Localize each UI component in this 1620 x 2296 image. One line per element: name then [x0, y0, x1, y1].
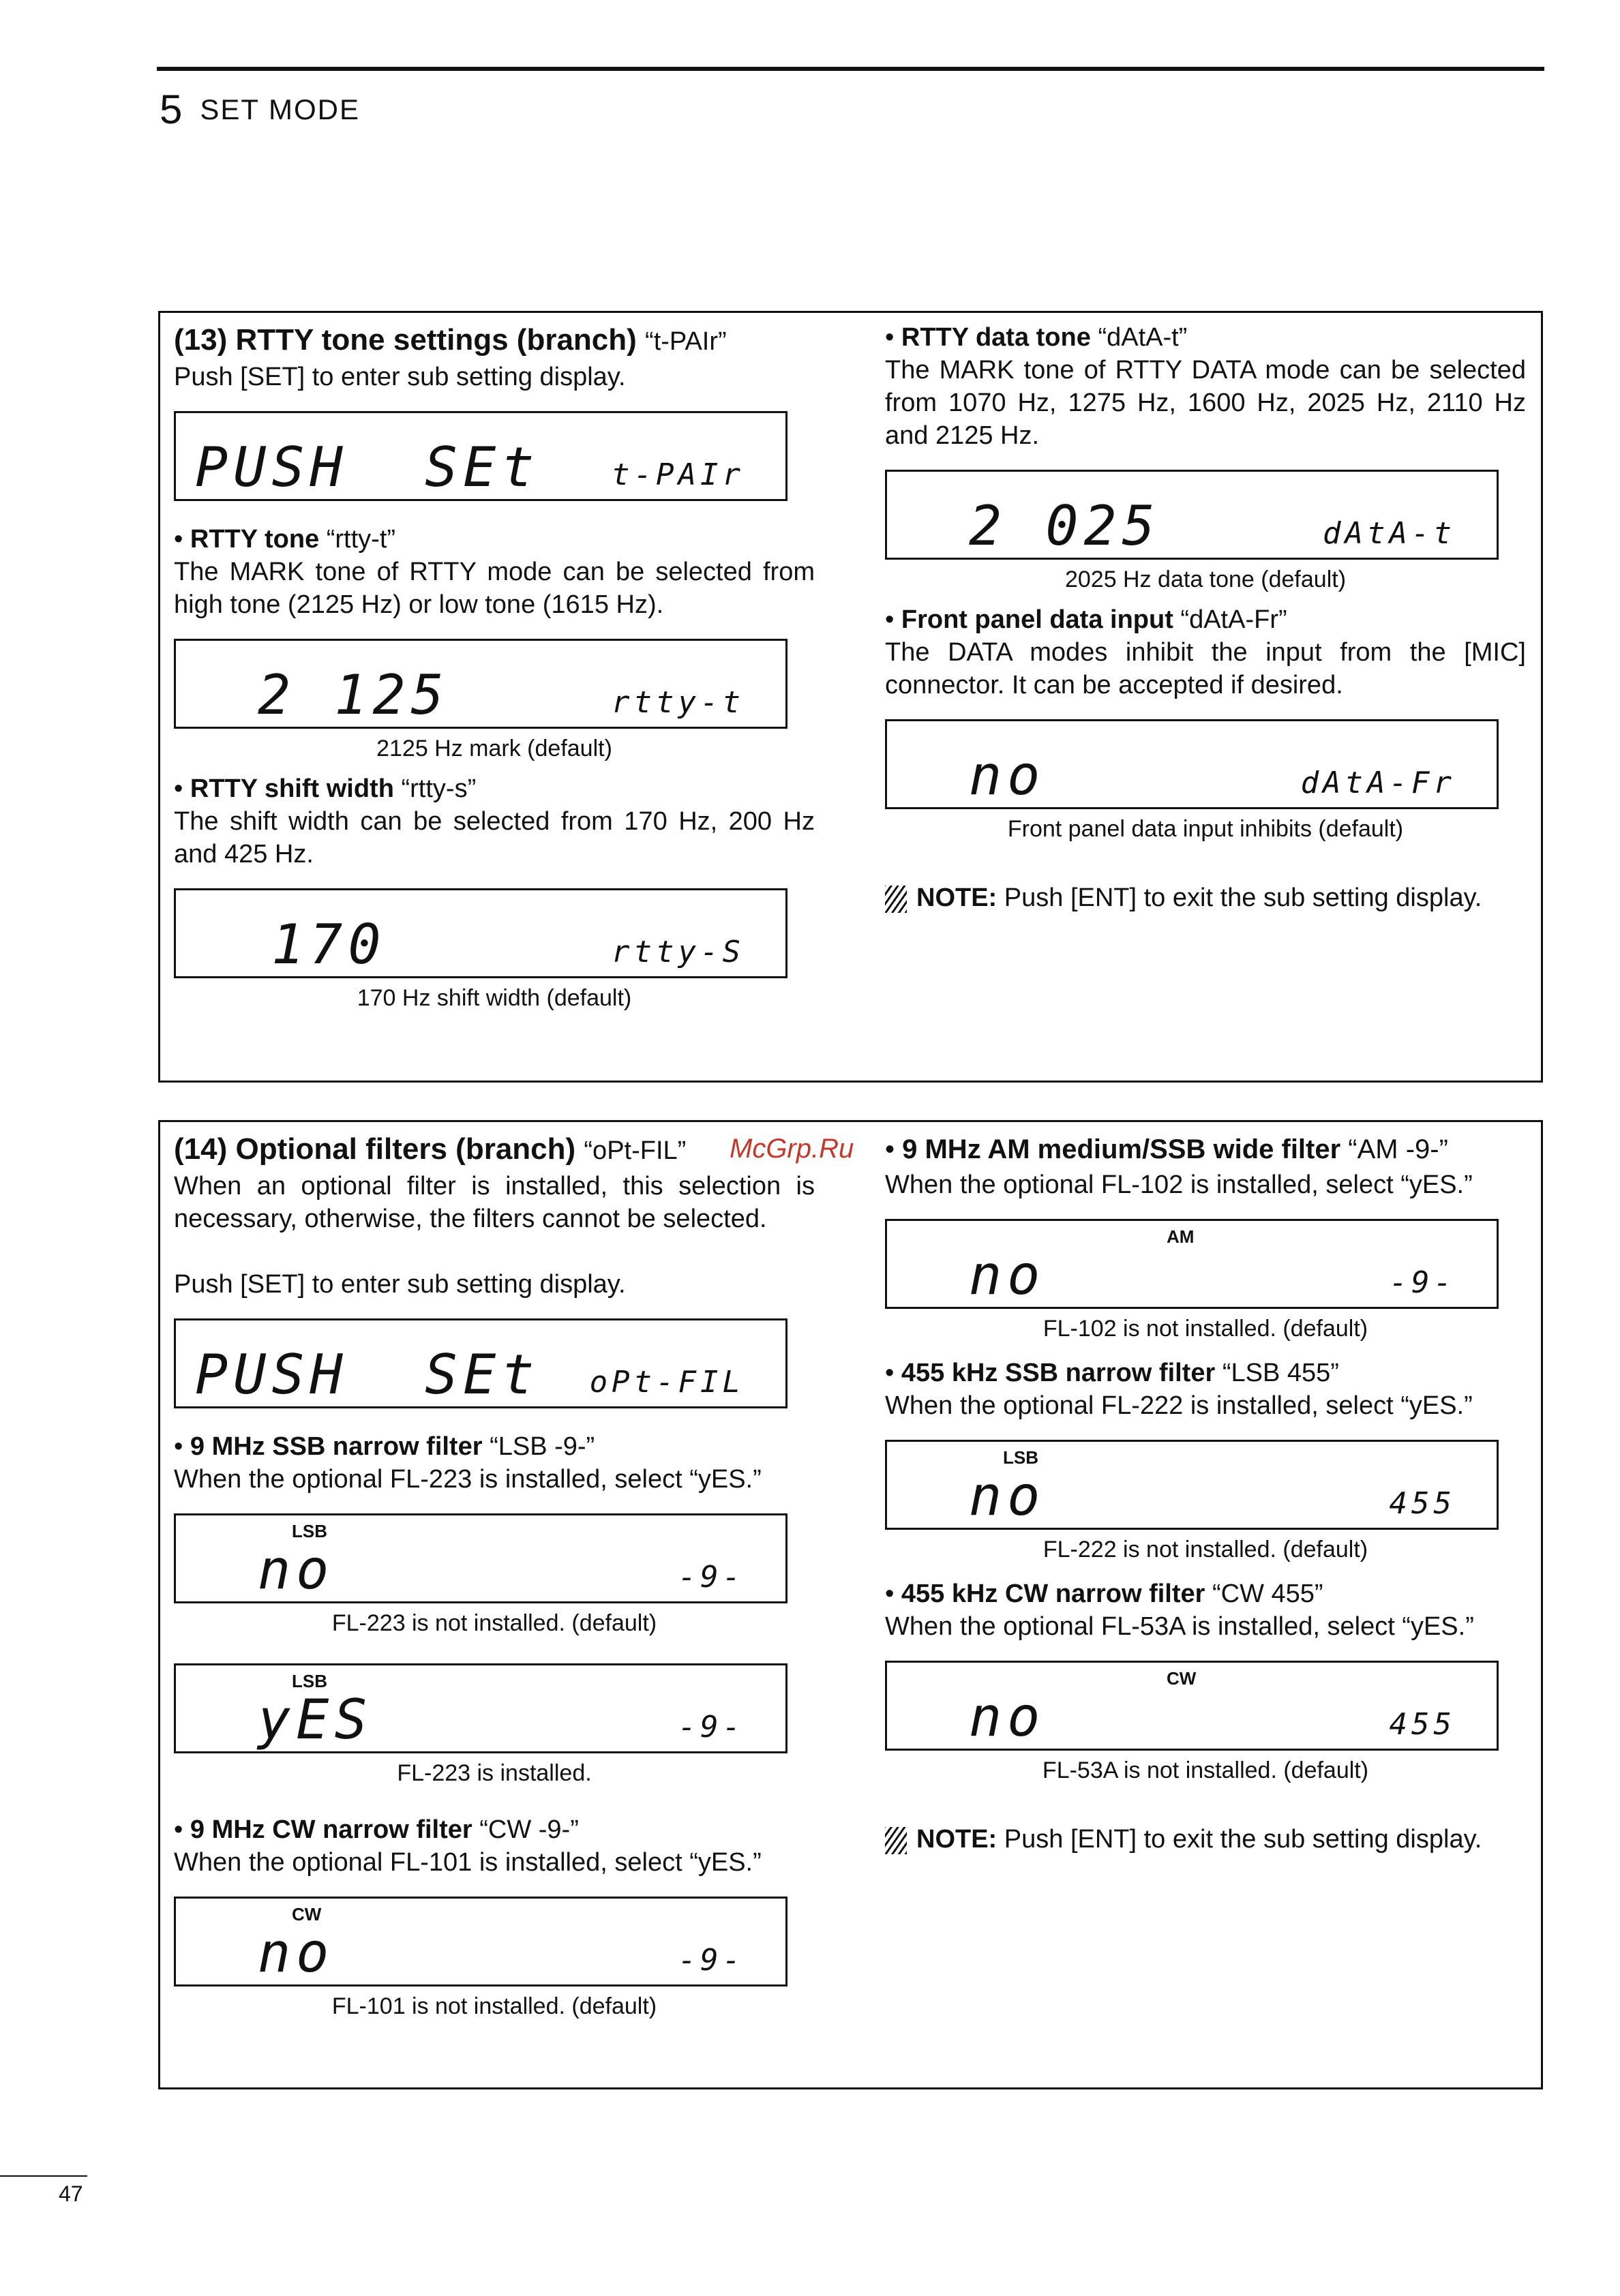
lcd-caption: FL-53A is not installed. (default)	[1042, 1757, 1369, 1783]
bullet-text: When the optional FL-222 is installed, select “yES.”	[885, 1391, 1473, 1420]
intro-text-2: Push [SET] to enter sub setting display.	[174, 1270, 626, 1299]
page-number: 47	[59, 2181, 83, 2206]
bullet-text: The shift width can be selected from 170 Hz, 200 Hz and 425 Hz.	[174, 807, 815, 868]
left-column	[174, 1122, 815, 2021]
bullet-title: 9 MHz AM medium/SSB wide filter	[902, 1134, 1341, 1164]
chapter-number: 5	[160, 87, 183, 132]
section-title	[174, 321, 815, 361]
lcd-main-readout: 170	[271, 913, 387, 976]
lcd-main-readout: no	[969, 1464, 1046, 1528]
intro-text: When an optional filter is installed, this selection is necessary, otherwise, the filters cannot be selected.	[174, 1172, 815, 1233]
bullet-heading: • 455 kHz SSB narrow filter “LSB 455”	[885, 1359, 1339, 1387]
note	[885, 881, 1526, 914]
bullet-title: RTTY tone	[190, 525, 320, 554]
lcd-mode-indicator: AM	[1167, 1226, 1195, 1247]
lcd-display	[885, 470, 1499, 560]
bullet-text: The MARK tone of RTTY DATA mode can be selected from 1070 Hz, 1275 Hz, 1600 Hz, 2025 Hz, 2110 Hz and 2125 Hz.	[885, 356, 1526, 450]
lcd-mode-indicator: LSB	[1003, 1447, 1038, 1468]
lcd-sub-readout: -9-	[678, 1943, 745, 1978]
bullet-code: “CW 455”	[1212, 1580, 1323, 1608]
lcd-display	[174, 1897, 787, 1987]
lcd-caption: 2125 Hz mark (default)	[376, 736, 612, 761]
bullet-text: When the optional FL-101 is installed, select “yES.”	[174, 1848, 762, 1877]
lcd-caption: FL-102 is not installed. (default)	[1042, 1316, 1368, 1342]
section-optional-filters	[158, 1120, 1543, 2089]
lcd-mode-indicator: CW	[292, 1904, 322, 1924]
bullet-text: The DATA modes inhibit the input from the [MIC] connector. It can be accepted if desired.	[885, 638, 1526, 699]
lcd-caption: FL-223 is not installed. (default)	[331, 1610, 657, 1636]
bullet-code: “LSB 455”	[1222, 1359, 1339, 1387]
bullet-title: Front panel data input	[901, 605, 1173, 634]
bullet-text: When the optional FL-53A is installed, select “yES.”	[885, 1612, 1474, 1641]
bullet-code: “rtty-t”	[326, 525, 396, 554]
lcd-display	[885, 1219, 1499, 1309]
bullet-heading: • 9 MHz CW narrow filter “CW -9-”	[174, 1815, 579, 1844]
lcd-display	[885, 1440, 1499, 1530]
note	[885, 1823, 1526, 1856]
lcd-caption: FL-223 is installed.	[397, 1760, 592, 1786]
lcd-main-readout: no	[258, 1921, 335, 1984]
bullet-text: The MARK tone of RTTY mode can be selected from high tone (2125 Hz) or low tone (1615 Hz).	[174, 558, 815, 619]
note-text: Push [ENT] to exit the sub setting display.	[1004, 1825, 1482, 1854]
bullet-code: “dAtA-Fr”	[1180, 605, 1287, 634]
lcd-sub-readout: -9-	[678, 1710, 745, 1744]
lcd-caption: 170 Hz shift width (default)	[357, 985, 632, 1011]
chapter-title: SET MODE	[200, 93, 360, 125]
section-rtty-tone-settings	[158, 311, 1543, 1083]
lcd-display	[885, 1661, 1499, 1751]
lcd-display	[174, 888, 787, 978]
bullet-heading: • 455 kHz CW narrow filter “CW 455”	[885, 1580, 1323, 1608]
chapter-header	[160, 86, 360, 133]
bullet-heading: • RTTY tone “rtty-t”	[174, 525, 396, 554]
lcd-main-readout: PUSH SEt	[195, 1343, 540, 1406]
bullet-heading: • 9 MHz SSB narrow filter “LSB -9-”	[174, 1432, 595, 1461]
lcd-display	[885, 719, 1499, 809]
lcd-mode-indicator: LSB	[292, 1521, 327, 1541]
lcd-sub-readout: -9-	[1389, 1265, 1456, 1300]
section-code: “oPt-FIL”	[584, 1136, 687, 1165]
lcd-mode-indicator: LSB	[292, 1671, 327, 1691]
lcd-sub-readout: 455	[1389, 1486, 1456, 1521]
bullet-title: RTTY data tone	[901, 323, 1091, 352]
bullet-text: When the optional FL-102 is installed, select “yES.”	[885, 1170, 1473, 1199]
lcd-display	[174, 411, 787, 501]
section-code: “t-PAIr”	[645, 327, 727, 356]
lcd-main-readout: 2 125	[258, 663, 449, 727]
section-title-text: (13) RTTY tone settings (branch)	[174, 323, 637, 357]
note-label: NOTE:	[916, 1825, 997, 1854]
lcd-main-readout: no	[969, 744, 1046, 807]
lcd-caption: FL-222 is not installed. (default)	[1042, 1537, 1368, 1562]
bullet-heading: • Front panel data input “dAtA-Fr”	[885, 605, 1287, 634]
note-label: NOTE:	[916, 883, 997, 912]
right-column	[885, 313, 1526, 914]
lcd-main-readout: no	[969, 1685, 1046, 1749]
lcd-caption: Front panel data input inhibits (default)	[1007, 816, 1404, 842]
note-text: Push [ENT] to exit the sub setting display.	[1004, 883, 1482, 912]
bullet-text: When the optional FL-223 is installed, select “yES.”	[174, 1465, 762, 1494]
lcd-sub-readout: rtty-t	[612, 685, 745, 720]
note-icon	[885, 886, 907, 913]
section-title	[174, 1130, 815, 1170]
lcd-display	[174, 1663, 787, 1753]
bullet-heading: • RTTY data tone “dAtA-t”	[885, 323, 1188, 352]
lcd-sub-readout: oPt-FIL	[589, 1365, 745, 1400]
lcd-display	[174, 1318, 787, 1408]
footer-rule	[0, 2175, 87, 2177]
lcd-sub-readout: dAtA-Fr	[1300, 766, 1456, 800]
watermark-text: McGrp.Ru	[730, 1134, 854, 1164]
header-rule	[157, 67, 1544, 71]
bullet-code: “AM -9-”	[1348, 1134, 1448, 1164]
lcd-sub-readout: rtty-S	[612, 935, 745, 969]
lcd-sub-readout: t-PAIr	[612, 457, 745, 492]
bullet-code: “CW -9-”	[479, 1815, 579, 1844]
lcd-caption: 2025 Hz data tone (default)	[1064, 567, 1347, 592]
lcd-mode-indicator: CW	[1167, 1668, 1197, 1689]
lcd-sub-readout: dAtA-t	[1323, 516, 1456, 551]
lcd-main-readout: no	[258, 1538, 335, 1601]
lcd-main-readout: no	[969, 1243, 1046, 1307]
lcd-display	[174, 1513, 787, 1603]
bullet-code: “rtty-s”	[401, 774, 477, 803]
right-column	[885, 1122, 1526, 1856]
intro-text: Push [SET] to enter sub setting display.	[174, 363, 626, 391]
lcd-caption: FL-101 is not installed. (default)	[331, 1993, 657, 2019]
lcd-main-readout: PUSH SEt	[195, 436, 540, 499]
section-title-text: (14) Optional filters (branch)	[174, 1132, 576, 1166]
note-icon	[885, 1827, 907, 1854]
bullet-title: 9 MHz SSB narrow filter	[190, 1432, 483, 1461]
lcd-sub-readout: -9-	[678, 1560, 745, 1595]
bullet-code: “dAtA-t”	[1098, 323, 1188, 352]
lcd-main-readout: yES	[258, 1688, 373, 1751]
bullet-title: 455 kHz CW narrow filter	[901, 1580, 1205, 1608]
left-column	[174, 313, 815, 1012]
lcd-display	[174, 639, 787, 729]
bullet-heading: • RTTY shift width “rtty-s”	[174, 774, 477, 803]
bullet-title: RTTY shift width	[190, 774, 394, 803]
bullet-title: 455 kHz SSB narrow filter	[901, 1359, 1216, 1387]
lcd-main-readout: 2 025	[969, 494, 1160, 558]
bullet-code: “LSB -9-”	[490, 1432, 595, 1461]
lcd-sub-readout: 455	[1389, 1707, 1456, 1742]
bullet-title: 9 MHz CW narrow filter	[190, 1815, 472, 1844]
bullet-heading: • 9 MHz AM medium/SSB wide filter “AM -9-”	[885, 1134, 1448, 1164]
